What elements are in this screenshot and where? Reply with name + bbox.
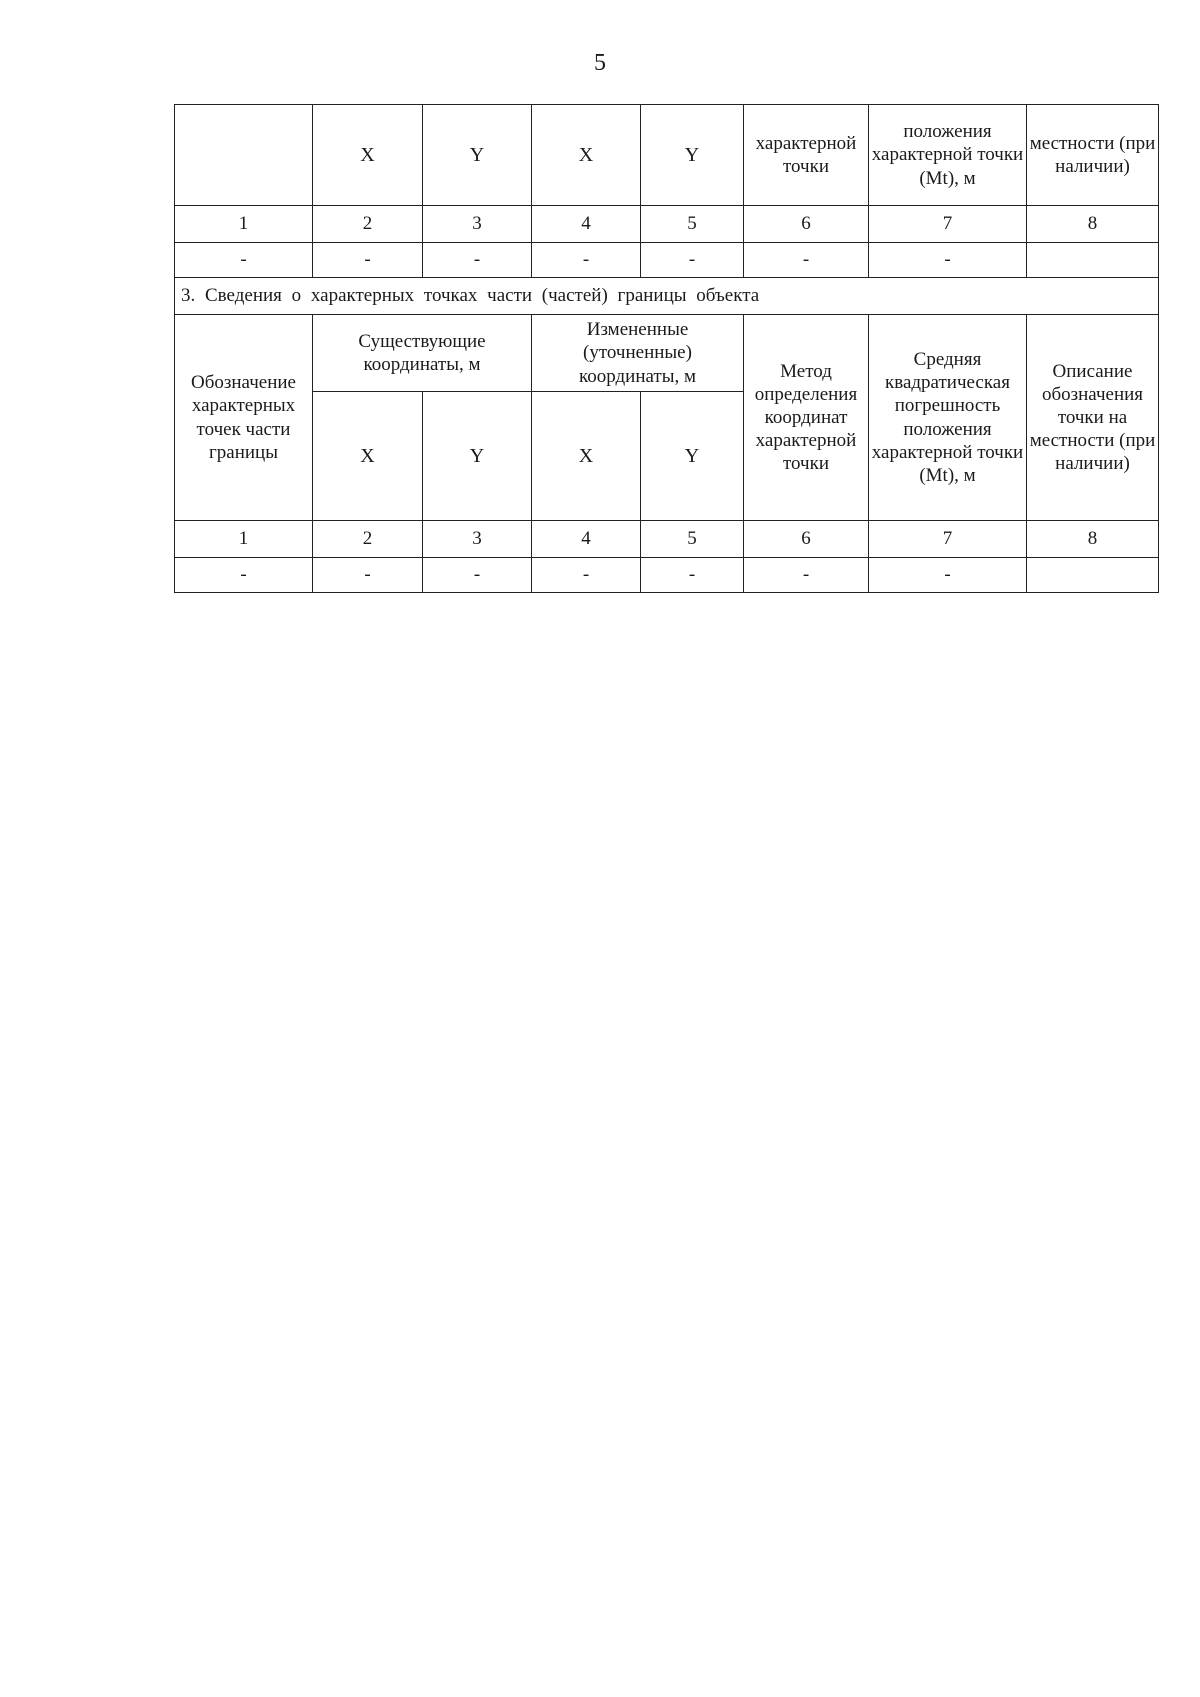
table-cell: - (313, 558, 423, 593)
table-cell: - (641, 243, 744, 278)
table-cell: - (744, 243, 869, 278)
table1-header-cell: Y (423, 105, 532, 206)
column-number: 2 (313, 521, 423, 558)
table1-header-cell: положения характерной точки (Mt), м (869, 105, 1027, 206)
method-header: Метод определения координат характерной точки (744, 315, 869, 521)
table1-header-cell: X (313, 105, 423, 206)
section3-column-numbers-row (175, 521, 1159, 558)
boundary-points-table (174, 104, 1159, 593)
table1-header-cell: характерной точки (744, 105, 869, 206)
column-number: 8 (1027, 521, 1159, 558)
column-number: 3 (423, 521, 532, 558)
table-cell: - (175, 558, 313, 593)
column-number: 1 (175, 206, 313, 243)
table-cell: - (313, 243, 423, 278)
table1-header-cell: X (532, 105, 641, 206)
column-number: 1 (175, 521, 313, 558)
table1-header-cell (175, 105, 313, 206)
y-changed-header: Y (641, 392, 744, 521)
section3-title-row (175, 278, 1159, 315)
column-number: 7 (869, 206, 1027, 243)
column-number: 6 (744, 521, 869, 558)
error-header: Средняя квадратическая погрешность положения характерной точки (Mt), м (869, 315, 1027, 521)
column-number: 4 (532, 521, 641, 558)
table-cell: - (423, 243, 532, 278)
table-cell: - (423, 558, 532, 593)
table-cell: - (869, 558, 1027, 593)
column-number: 5 (641, 206, 744, 243)
table1-header-row (175, 105, 1159, 206)
table-cell: - (175, 243, 313, 278)
column-number: 8 (1027, 206, 1159, 243)
table-cell: - (869, 243, 1027, 278)
table-cell: - (641, 558, 744, 593)
section-title: 3. Сведения о характерных точках части (частей) границы объекта (175, 278, 1159, 315)
column-number: 3 (423, 206, 532, 243)
table1-header-cell: Y (641, 105, 744, 206)
description-header: Описание обозначения точки на местности (при наличии) (1027, 315, 1159, 521)
table-cell: - (532, 243, 641, 278)
column-number: 5 (641, 521, 744, 558)
x-existing-header: X (313, 392, 423, 521)
y-existing-header: Y (423, 392, 532, 521)
section3-header-row-1 (175, 315, 1159, 392)
table1-column-numbers-row (175, 206, 1159, 243)
point-designation-header: Обозначение характерных точек части границы (175, 315, 313, 521)
table-cell: - (532, 558, 641, 593)
changed-coordinates-header: Измененные (уточненные) координаты, м (532, 315, 744, 392)
column-number: 4 (532, 206, 641, 243)
table1-data-row (175, 243, 1159, 278)
x-changed-header: X (532, 392, 641, 521)
table-cell: - (744, 558, 869, 593)
existing-coordinates-header: Существующие координаты, м (313, 315, 532, 392)
table-cell (1027, 243, 1159, 278)
column-number: 7 (869, 521, 1027, 558)
table1-header-cell: местности (при наличии) (1027, 105, 1159, 206)
column-number: 2 (313, 206, 423, 243)
section3-data-row (175, 558, 1159, 593)
page-number: 5 (594, 50, 606, 76)
column-number: 6 (744, 206, 869, 243)
table-cell (1027, 558, 1159, 593)
